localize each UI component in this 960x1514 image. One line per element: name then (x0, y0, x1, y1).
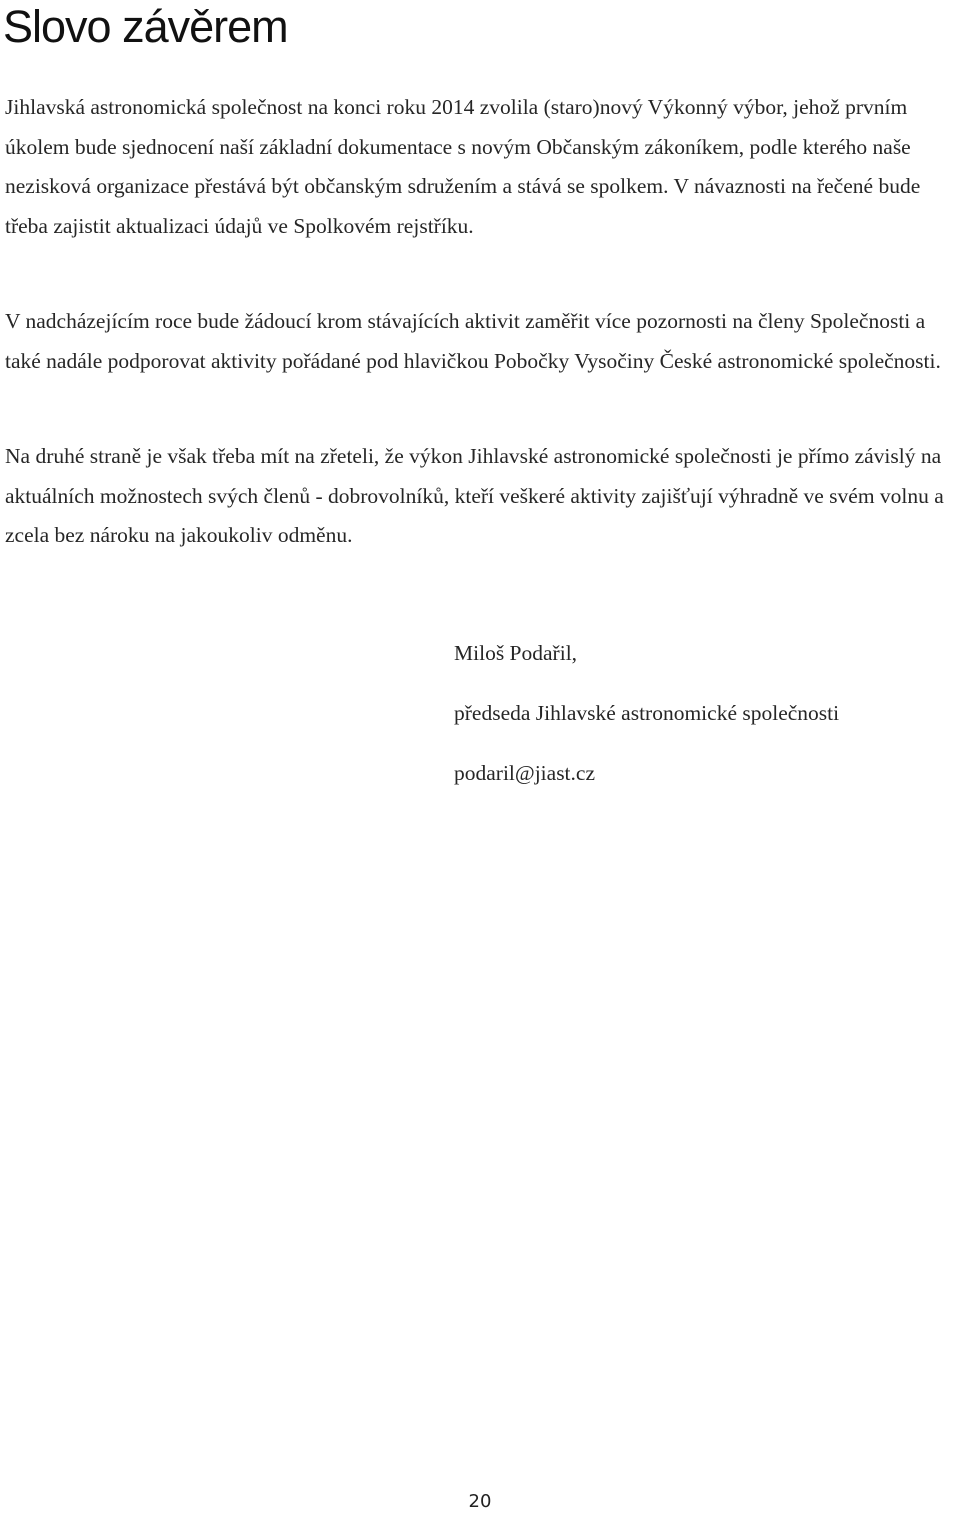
signature-email: podaril@jiast.cz (454, 761, 595, 785)
page-number: 20 (468, 1491, 492, 1512)
paragraph-volunteers: Na druhé straně je však třeba mít na zřeteli, že výkon Jihlavské astronomické společnosti je přímo závislý na aktuálních možnostech svých členů - dobrovolníků, kteří veškeré aktivity zajišťují výhradně ve svém volnu a zcela bez nároku na jakoukoliv odměnu. (5, 444, 944, 547)
paragraph-upcoming-year: V nadcházejícím roce bude žádoucí krom stávajících aktivit zaměřit více pozornosti na členy Společnosti a také nadále podporovat aktivity pořádané pod hlavičkou Pobočky Vysočiny České astronomické společnosti. (5, 309, 941, 373)
page-title: Slovo závěrem (3, 1, 288, 52)
signature-role: předseda Jihlavské astronomické společnosti (454, 701, 840, 725)
paragraph-committee: Jihlavská astronomická společnost na konci roku 2014 zvolila (staro)nový Výkonný výbor, jehož prvním úkolem bude sjednocení naší základní dokumentace s novým Občanským zákoníkem, podle kterého naše nezisková organizace přestává být občanským sdružením a stává se spolkem. V návaznosti na řečené bude třeba zajistit aktualizaci údajů ve Spolkovém rejstříku. (5, 95, 921, 238)
signature-name: Miloš Podařil, (454, 641, 578, 665)
